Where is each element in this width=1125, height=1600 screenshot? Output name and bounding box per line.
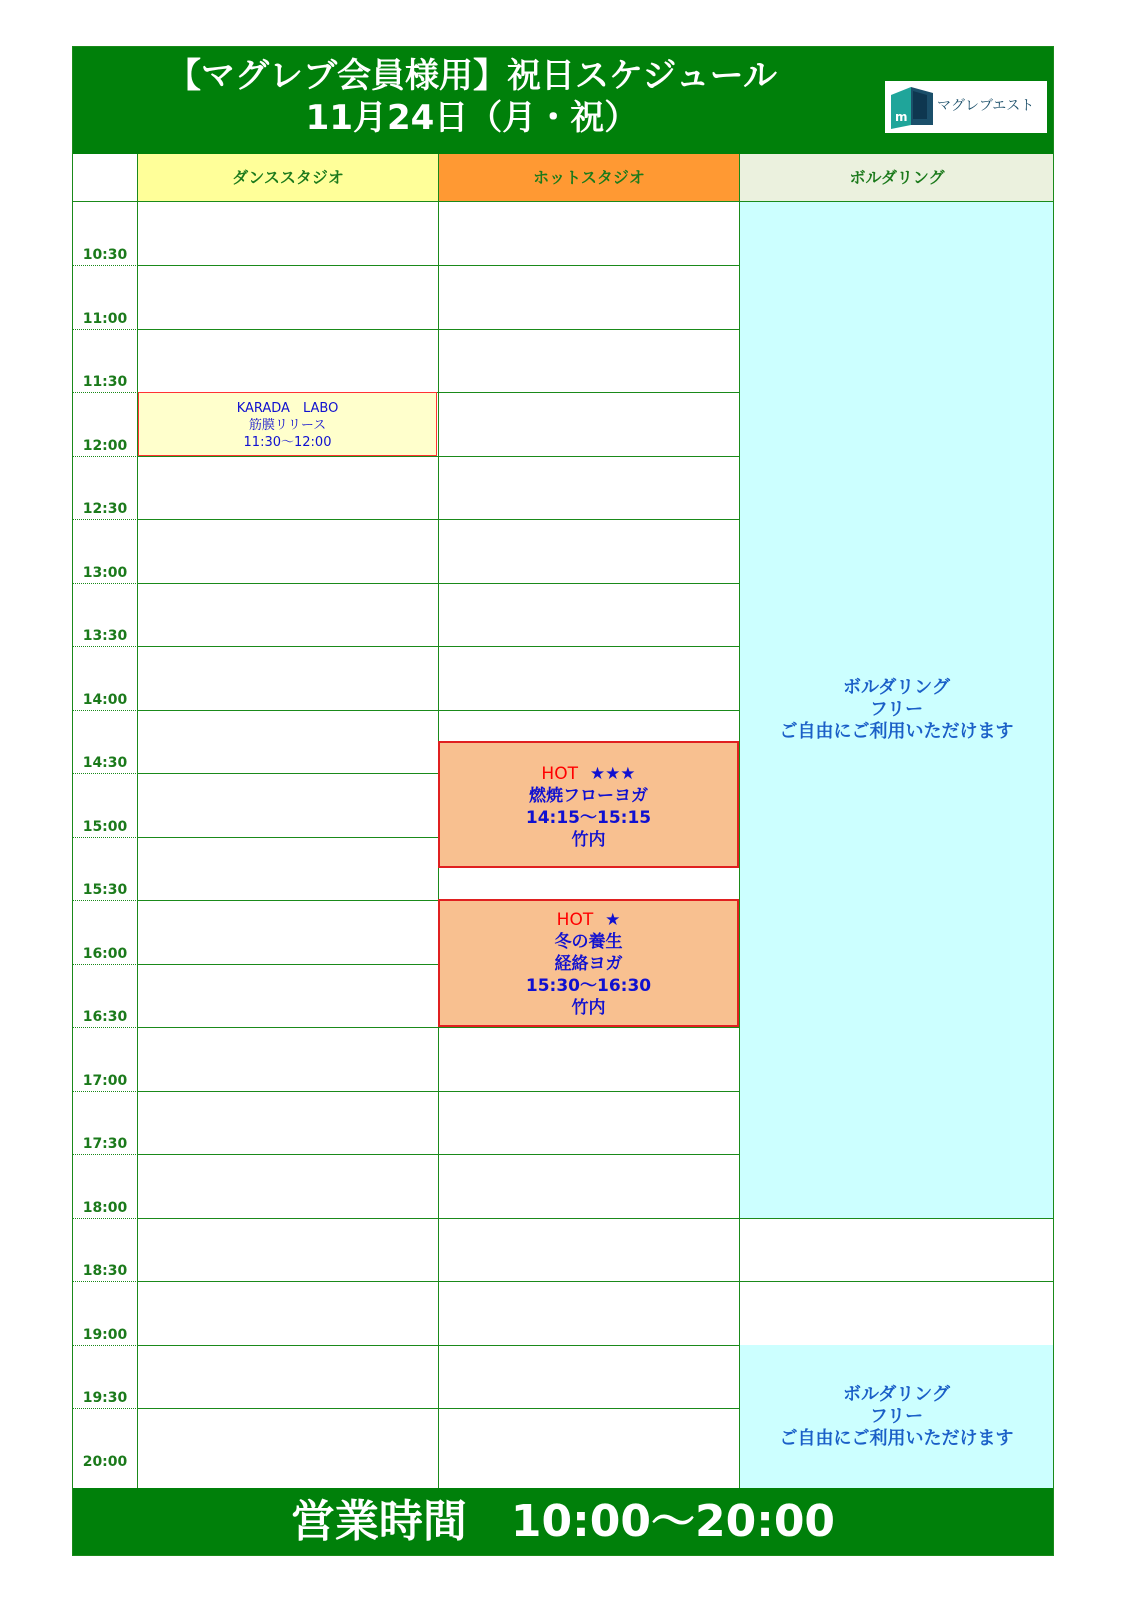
schedule-grid	[72, 202, 1054, 1488]
slot-divider	[439, 1091, 739, 1092]
schedule-sheet	[72, 46, 1054, 1556]
slot-divider	[138, 1408, 438, 1409]
hot-label: HOT	[556, 910, 594, 930]
time-divider	[72, 1091, 138, 1092]
event-time: 11:30〜12:00	[243, 435, 332, 450]
time-label: 18:00	[82, 1199, 128, 1216]
hot-label: HOT	[541, 764, 578, 784]
event-time: 14:15〜15:15	[525, 808, 652, 828]
time-divider	[72, 456, 138, 457]
slot-divider	[439, 1345, 739, 1346]
time-divider	[72, 773, 138, 774]
event-winter-meridian-yoga[interactable]	[438, 899, 739, 1027]
slot-divider	[439, 646, 739, 647]
free-label: フリー	[869, 699, 924, 720]
slot-divider	[138, 837, 438, 838]
slot-divider	[138, 1091, 438, 1092]
time-divider	[72, 837, 138, 838]
slot-divider	[138, 1154, 438, 1155]
svg-text:m: m	[895, 110, 908, 124]
column-hot-studio: ホットスタジオ	[438, 154, 739, 201]
slot-divider	[138, 1218, 438, 1219]
slot-divider	[439, 519, 739, 520]
time-label: 19:00	[82, 1326, 128, 1343]
bouldering-label: ボルダリング	[843, 677, 950, 698]
slot-divider	[439, 329, 739, 330]
time-label: 15:00	[82, 818, 128, 835]
slot-divider	[740, 1281, 1054, 1282]
brand-logo	[885, 81, 1047, 133]
time-label: 13:00	[82, 564, 128, 581]
time-divider	[72, 392, 138, 393]
time-divider	[72, 329, 138, 330]
time-divider	[72, 710, 138, 711]
bouldering-label: ボルダリング	[843, 1383, 950, 1405]
slot-divider	[740, 1218, 1054, 1219]
star-rating-icon: ★	[605, 910, 621, 930]
time-label: 14:30	[82, 755, 128, 771]
slot-divider	[439, 265, 739, 266]
slot-divider	[138, 900, 438, 901]
slot-divider	[138, 265, 438, 266]
time-label: 18:30	[82, 1263, 128, 1279]
time-label: 20:00	[82, 1453, 128, 1470]
slot-divider	[138, 964, 438, 965]
event-name: 冬の養生	[554, 932, 623, 952]
time-label: 12:30	[82, 501, 128, 517]
event-karada-labo[interactable]	[138, 392, 437, 456]
event-instructor: 竹内	[571, 998, 606, 1018]
time-divider	[72, 519, 138, 520]
slot-divider	[439, 583, 739, 584]
time-label: 12:00	[82, 437, 128, 454]
slot-divider	[138, 519, 438, 520]
slot-divider	[138, 773, 438, 774]
slot-divider	[138, 583, 438, 584]
slot-divider	[439, 1027, 739, 1028]
time-divider	[72, 964, 138, 965]
time-divider	[72, 1281, 138, 1282]
time-label: 17:30	[82, 1136, 128, 1152]
time-divider	[72, 1408, 138, 1409]
bouldering-free-block-1[interactable]	[740, 202, 1053, 1218]
event-name: 筋膜リリース	[248, 418, 327, 433]
time-divider	[72, 646, 138, 647]
logo-wordmark: マグレブエスト	[937, 98, 1035, 114]
time-divider	[72, 583, 138, 584]
column-header-row	[72, 154, 1054, 202]
schedule-date: 11月24日（月・祝）	[305, 98, 639, 138]
star-rating-icon: ★★★	[589, 764, 636, 784]
free-label: フリー	[869, 1405, 924, 1427]
event-hot-rating	[440, 763, 737, 785]
time-label: 10:30	[82, 247, 128, 263]
free-note: ご自由にご利用いただけます	[779, 721, 1014, 742]
column-bouldering: ボルダリング	[739, 154, 1054, 201]
time-divider	[72, 1154, 138, 1155]
event-title: KARADA LABO	[236, 401, 339, 416]
slot-divider	[138, 1027, 438, 1028]
column-dance-studio: ダンススタジオ	[137, 154, 438, 201]
time-column	[72, 202, 138, 1488]
slot-divider	[439, 1281, 739, 1282]
schedule-header	[72, 46, 1054, 154]
slot-divider	[439, 392, 739, 393]
slot-divider	[138, 710, 438, 711]
event-hot-rating	[440, 909, 737, 931]
slot-divider	[439, 1218, 739, 1219]
event-subname: 経絡ヨガ	[554, 954, 623, 974]
page-title: 【マグレブ会員様用】祝日スケジュール	[167, 56, 777, 96]
time-label: 19:30	[82, 1390, 128, 1406]
event-instructor: 竹内	[571, 830, 606, 850]
free-note: ご自由にご利用いただけます	[779, 1427, 1014, 1449]
time-label: 16:30	[82, 1009, 128, 1025]
bouldering-free-block-2[interactable]	[740, 1345, 1053, 1488]
time-label: 15:30	[82, 882, 128, 898]
slot-divider	[138, 1345, 438, 1346]
time-divider	[72, 265, 138, 266]
event-burning-flow-yoga[interactable]	[438, 741, 739, 868]
time-divider	[72, 1345, 138, 1346]
slot-divider	[138, 1281, 438, 1282]
slot-divider	[138, 646, 438, 647]
slot-divider	[439, 710, 739, 711]
time-label: 11:00	[82, 310, 128, 327]
business-hours-footer: 営業時間 10:00〜20:00	[72, 1488, 1054, 1556]
time-label: 16:00	[82, 945, 128, 962]
time-divider	[72, 1027, 138, 1028]
time-label: 11:30	[82, 374, 128, 390]
event-name: 燃焼フローヨガ	[529, 786, 648, 806]
time-label: 17:00	[82, 1072, 128, 1089]
slot-divider	[138, 329, 438, 330]
slot-divider	[439, 1154, 739, 1155]
time-label: 14:00	[82, 691, 128, 708]
slot-divider	[439, 1408, 739, 1409]
slot-divider	[439, 456, 739, 457]
time-divider	[72, 1218, 138, 1219]
time-header-cell	[72, 154, 137, 201]
event-time: 15:30〜16:30	[525, 976, 652, 996]
time-label: 13:30	[82, 628, 128, 644]
logo-cube-icon	[887, 81, 939, 133]
time-divider	[72, 900, 138, 901]
